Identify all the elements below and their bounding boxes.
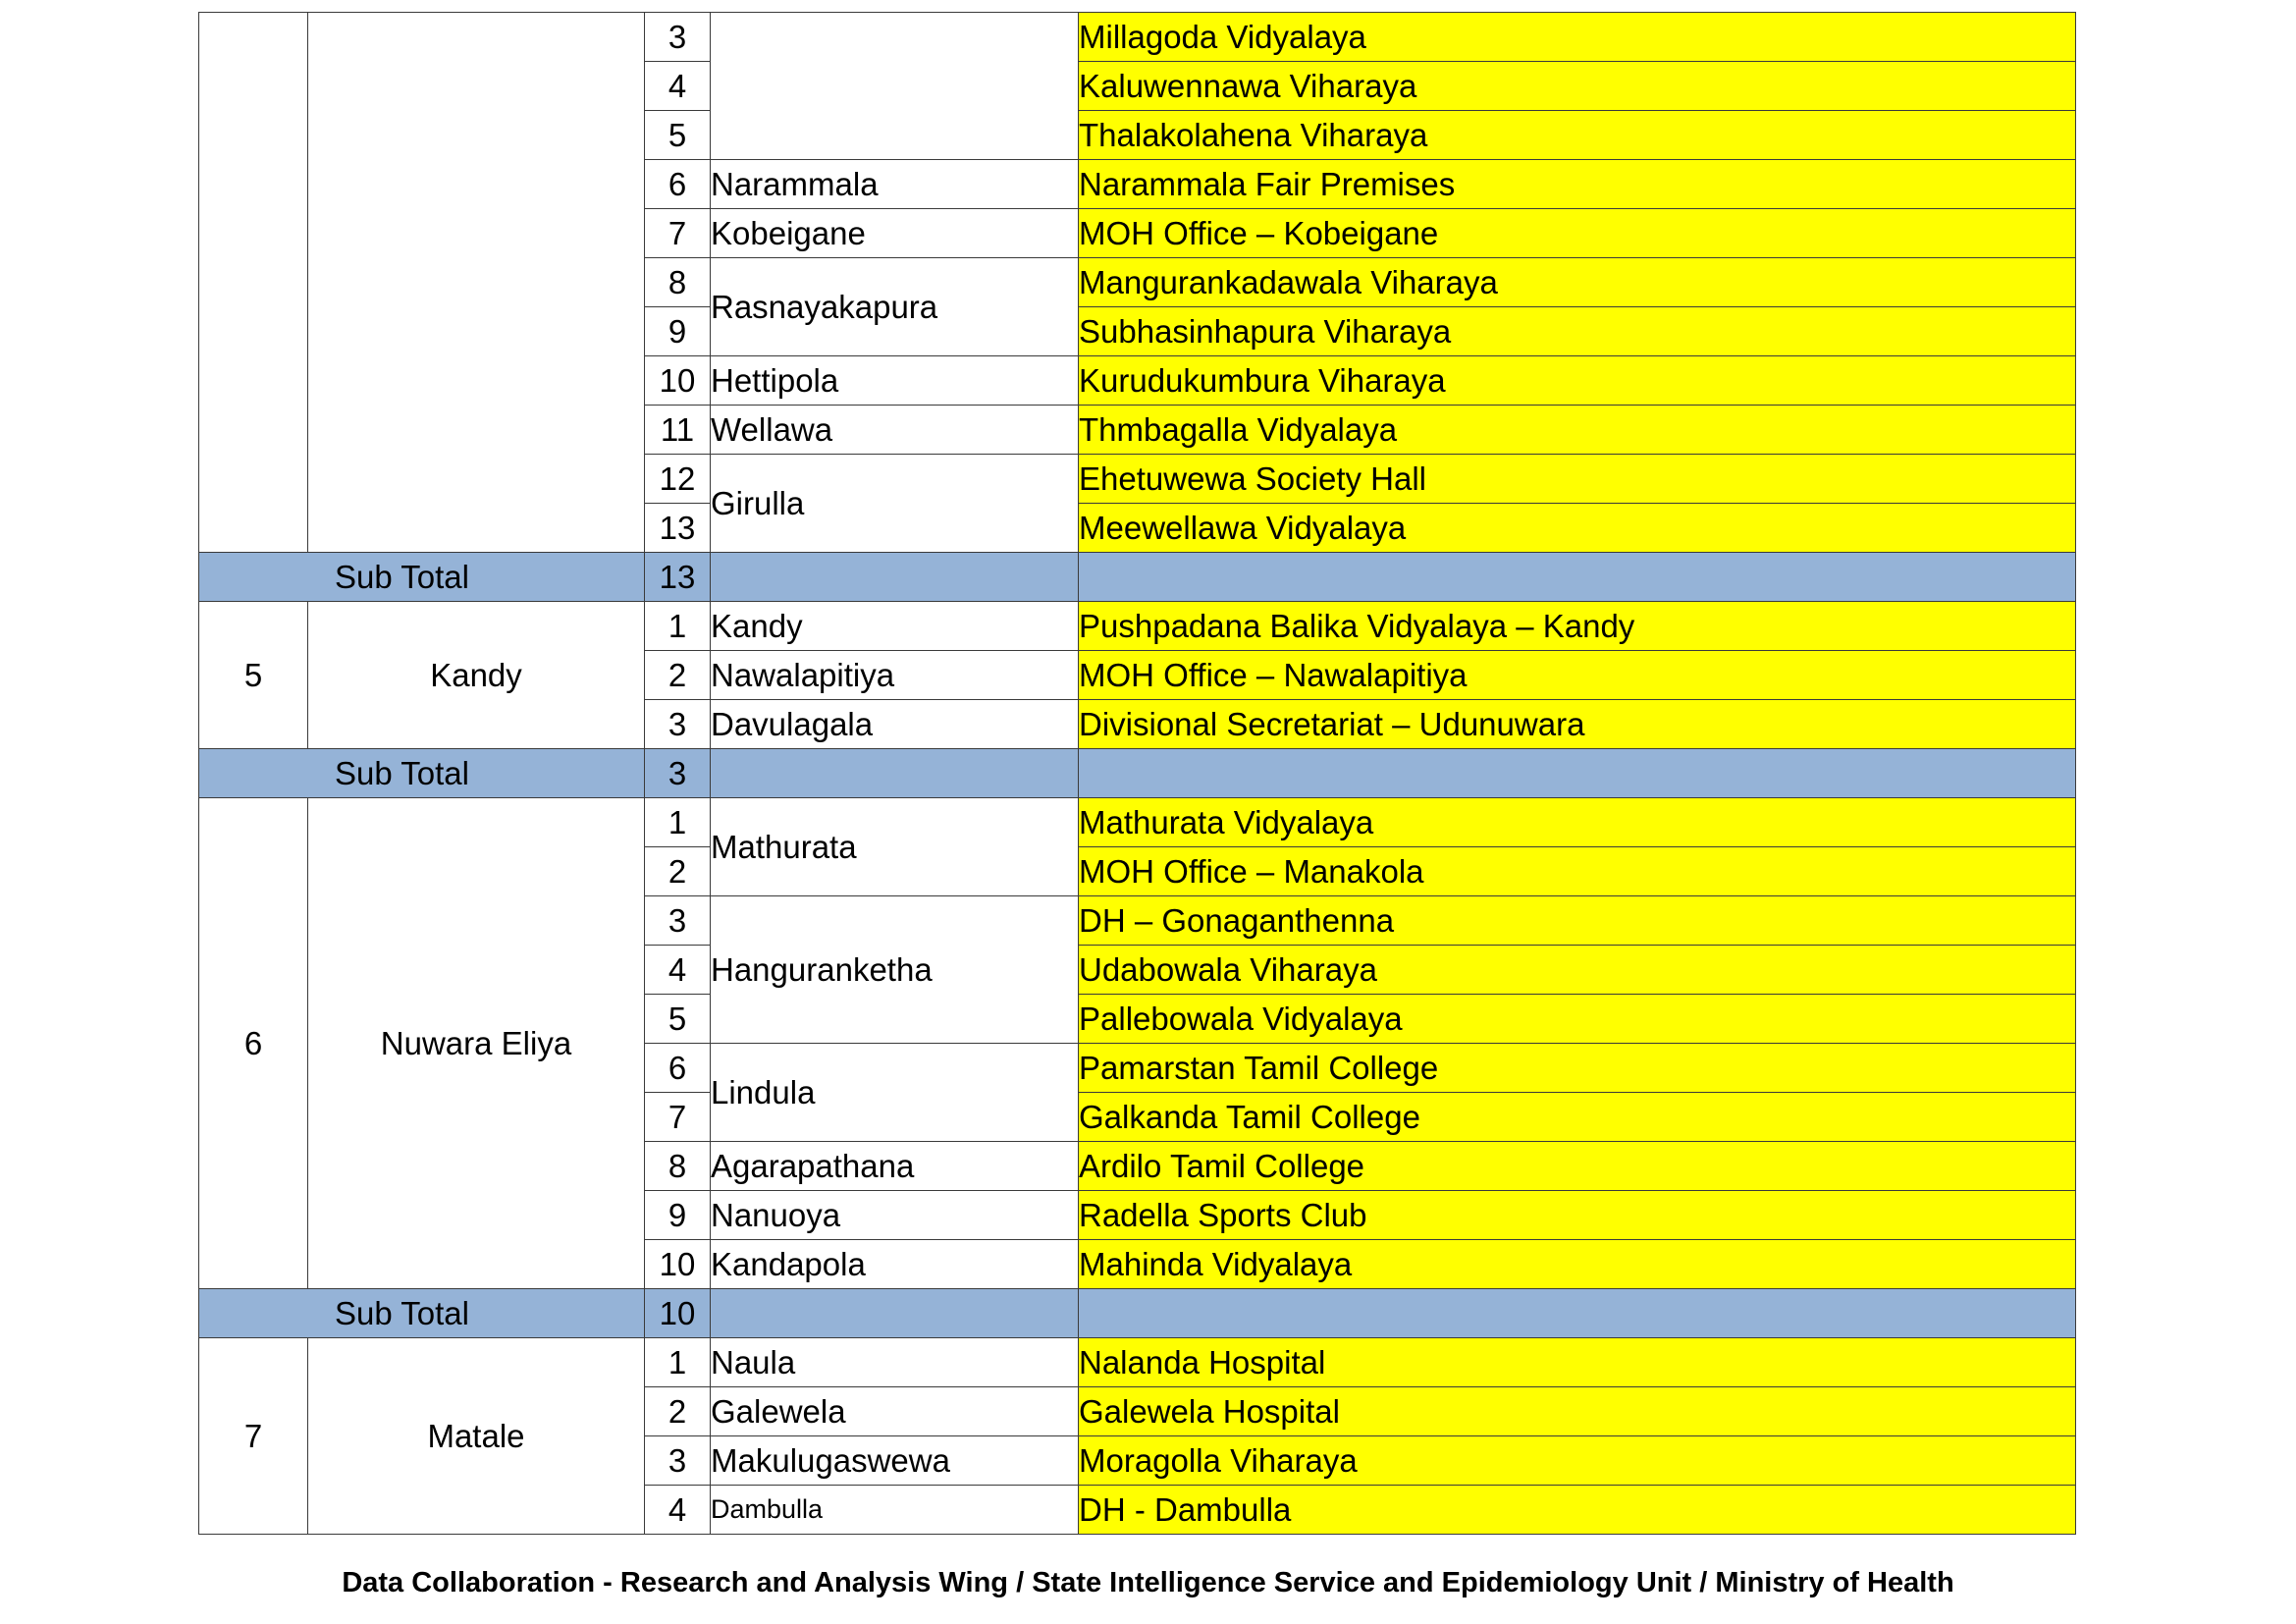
row-index: 11 bbox=[645, 406, 711, 455]
subtotal-empty bbox=[1079, 749, 2076, 798]
district-name: Kandy bbox=[308, 602, 645, 749]
table-row bbox=[199, 1338, 2076, 1387]
moh-area: Naula bbox=[711, 1338, 1079, 1387]
centre-name: Thalakolahena Viharaya bbox=[1079, 111, 2076, 160]
centre-name: Udabowala Viharaya bbox=[1079, 946, 2076, 995]
centre-name: Radella Sports Club bbox=[1079, 1191, 2076, 1240]
moh-area: Lindula bbox=[711, 1044, 1079, 1142]
subtotal-empty bbox=[1079, 1289, 2076, 1338]
moh-area: Nanuoya bbox=[711, 1191, 1079, 1240]
subtotal-empty bbox=[711, 1289, 1079, 1338]
table-row bbox=[199, 798, 2076, 847]
subtotal-value: 10 bbox=[645, 1289, 711, 1338]
row-index: 13 bbox=[645, 504, 711, 553]
moh-area: Agarapathana bbox=[711, 1142, 1079, 1191]
row-index: 3 bbox=[645, 896, 711, 946]
moh-area: Hanguranketha bbox=[711, 896, 1079, 1044]
row-index: 10 bbox=[645, 1240, 711, 1289]
centre-name: Ardilo Tamil College bbox=[1079, 1142, 2076, 1191]
subtotal-label: Sub Total bbox=[199, 1289, 645, 1338]
moh-area: Mathurata bbox=[711, 798, 1079, 896]
subtotal-empty bbox=[1079, 553, 2076, 602]
centre-name: DH - Dambulla bbox=[1079, 1486, 2076, 1535]
centre-name: MOH Office – Manakola bbox=[1079, 847, 2076, 896]
row-index: 9 bbox=[645, 307, 711, 356]
row-index: 8 bbox=[645, 1142, 711, 1191]
centre-name: Pushpadana Balika Vidyalaya – Kandy bbox=[1079, 602, 2076, 651]
row-index: 2 bbox=[645, 847, 711, 896]
centre-name: Subhasinhapura Viharaya bbox=[1079, 307, 2076, 356]
moh-area: Davulagala bbox=[711, 700, 1079, 749]
centre-name: Narammala Fair Premises bbox=[1079, 160, 2076, 209]
subtotal-label: Sub Total bbox=[199, 749, 645, 798]
centre-name: Divisional Secretariat – Udunuwara bbox=[1079, 700, 2076, 749]
centre-name: Millagoda Vidyalaya bbox=[1079, 13, 2076, 62]
centre-name: Galkanda Tamil College bbox=[1079, 1093, 2076, 1142]
moh-area: Dambulla bbox=[711, 1486, 1079, 1535]
row-index: 1 bbox=[645, 798, 711, 847]
centre-name: Pallebowala Vidyalaya bbox=[1079, 995, 2076, 1044]
moh-area bbox=[711, 13, 1079, 160]
row-index: 2 bbox=[645, 1387, 711, 1436]
centre-name: DH – Gonaganthenna bbox=[1079, 896, 2076, 946]
moh-area: Hettipola bbox=[711, 356, 1079, 406]
district-number: 6 bbox=[199, 798, 308, 1289]
moh-area: Galewela bbox=[711, 1387, 1079, 1436]
moh-area: Narammala bbox=[711, 160, 1079, 209]
row-index: 7 bbox=[645, 209, 711, 258]
subtotal-empty bbox=[711, 749, 1079, 798]
moh-area: Wellawa bbox=[711, 406, 1079, 455]
moh-area: Girulla bbox=[711, 455, 1079, 553]
centre-name: Kaluwennawa Viharaya bbox=[1079, 62, 2076, 111]
centre-name: Pamarstan Tamil College bbox=[1079, 1044, 2076, 1093]
vaccination-centres-table bbox=[198, 12, 2076, 1535]
subtotal-value: 13 bbox=[645, 553, 711, 602]
moh-area: Makulugaswewa bbox=[711, 1436, 1079, 1486]
subtotal-value: 3 bbox=[645, 749, 711, 798]
centre-name: Galewela Hospital bbox=[1079, 1387, 2076, 1436]
row-index: 6 bbox=[645, 160, 711, 209]
row-index: 6 bbox=[645, 1044, 711, 1093]
row-index: 3 bbox=[645, 1436, 711, 1486]
centre-name: Thmbagalla Vidyalaya bbox=[1079, 406, 2076, 455]
footer-credit: Data Collaboration - Research and Analysis Wing / State Intelligence Service and Epidemiology Unit / Ministry of Health bbox=[342, 1567, 1954, 1598]
row-index: 7 bbox=[645, 1093, 711, 1142]
district-name: Nuwara Eliya bbox=[308, 798, 645, 1289]
centre-name: Mathurata Vidyalaya bbox=[1079, 798, 2076, 847]
moh-area: Kandapola bbox=[711, 1240, 1079, 1289]
row-index: 9 bbox=[645, 1191, 711, 1240]
centre-name: Mangurankadawala Viharaya bbox=[1079, 258, 2076, 307]
subtotal-empty bbox=[711, 553, 1079, 602]
subtotal-row bbox=[199, 749, 2076, 798]
district-name-cell bbox=[308, 13, 645, 553]
row-index: 4 bbox=[645, 1486, 711, 1535]
table-row bbox=[199, 602, 2076, 651]
centre-name: Ehetuwewa Society Hall bbox=[1079, 455, 2076, 504]
district-number: 5 bbox=[199, 602, 308, 749]
table-row bbox=[199, 13, 2076, 62]
moh-area: Nawalapitiya bbox=[711, 651, 1079, 700]
subtotal-label: Sub Total bbox=[199, 553, 645, 602]
subtotal-row bbox=[199, 1289, 2076, 1338]
row-index: 1 bbox=[645, 1338, 711, 1387]
moh-area: Rasnayakapura bbox=[711, 258, 1079, 356]
row-index: 4 bbox=[645, 946, 711, 995]
centre-name: Kurudukumbura Viharaya bbox=[1079, 356, 2076, 406]
row-index: 10 bbox=[645, 356, 711, 406]
row-index: 8 bbox=[645, 258, 711, 307]
row-index: 5 bbox=[645, 995, 711, 1044]
row-index: 12 bbox=[645, 455, 711, 504]
row-index: 3 bbox=[645, 13, 711, 62]
row-index: 1 bbox=[645, 602, 711, 651]
district-name: Matale bbox=[308, 1338, 645, 1535]
moh-area: Kobeigane bbox=[711, 209, 1079, 258]
centre-name: Nalanda Hospital bbox=[1079, 1338, 2076, 1387]
district-number-cell bbox=[199, 13, 308, 553]
row-index: 3 bbox=[645, 700, 711, 749]
centre-name: MOH Office – Nawalapitiya bbox=[1079, 651, 2076, 700]
centre-name: Moragolla Viharaya bbox=[1079, 1436, 2076, 1486]
centre-name: Meewellawa Vidyalaya bbox=[1079, 504, 2076, 553]
centre-name: Mahinda Vidyalaya bbox=[1079, 1240, 2076, 1289]
row-index: 4 bbox=[645, 62, 711, 111]
district-number: 7 bbox=[199, 1338, 308, 1535]
centre-name: MOH Office – Kobeigane bbox=[1079, 209, 2076, 258]
row-index: 5 bbox=[645, 111, 711, 160]
moh-area: Kandy bbox=[711, 602, 1079, 651]
row-index: 2 bbox=[645, 651, 711, 700]
subtotal-row bbox=[199, 553, 2076, 602]
